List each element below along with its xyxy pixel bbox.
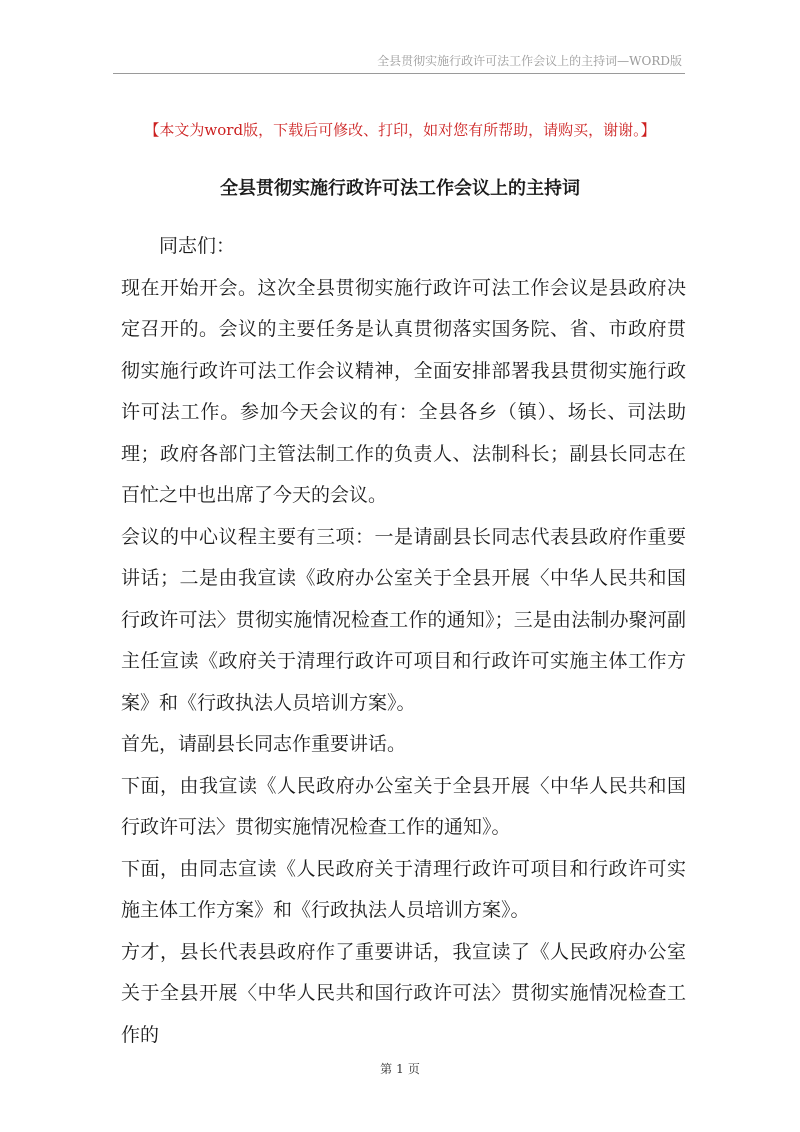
running-header: 全县贯彻实施行政许可法工作会议上的主持词—WORD版 <box>377 54 682 68</box>
document-body <box>121 226 686 1056</box>
footer-prefix: 第 <box>380 1062 393 1076</box>
paragraph-agenda: 会议的中心议程主要有三项：一是请副县长同志代表县政府作重要讲话；二是由我宣读《政府办公室关于全县开展〈中华人民共和国行政许可法〉贯彻实施情况检查工作的通知》；三是由法制办聚河副主任宣读《政府关于清理行政许可项目和行政许可实施主体工作方案》和《行政执法人员培训方案》。 <box>121 525 686 714</box>
page-number: 1 <box>396 1062 404 1076</box>
document-title: 全县贯彻实施行政许可法工作会议上的主持词 <box>220 178 580 199</box>
paragraph-greeting: 同志们： <box>159 235 236 257</box>
page-footer <box>0 1060 800 1077</box>
footer-suffix: 页 <box>407 1062 420 1076</box>
paragraph-summary: 方才，县长代表县政府作了重要讲话，我宣读了《人民政府办公室关于全县开展〈中华人民共和国行政许可法〉贯彻实施情况检查工作的 <box>121 940 686 1046</box>
paragraph-next-notice: 下面，由我宣读《人民政府办公室关于全县开展〈中华人民共和国行政许可法〉贯彻实施情况检查工作的通知》。 <box>121 774 686 838</box>
download-notice: 【本文为word版，下载后可修改、打印，如对您有所帮助，请购买，谢谢。】 <box>144 121 656 139</box>
paragraph-first: 首先，请副县长同志作重要讲话。 <box>121 733 407 755</box>
header-rule <box>113 73 685 74</box>
paragraph-opening: 现在开始开会。这次全县贯彻实施行政许可法工作会议是县政府决定召开的。会议的主要任务是认真贯彻落实国务院、省、市政府贯彻实施行政许可法工作会议精神，全面安排部署我县贯彻实施行政许可法工作。参加今天会议的有：全县各乡（镇）、场长、司法助理；政府各部门主管法制工作的负责人、法制科长；副县长同志在百忙之中也出席了今天的会议。 <box>121 276 686 506</box>
paragraph-next-plan: 下面，由同志宣读《人民政府关于清理行政许可项目和行政许可实施主体工作方案》和《行政执法人员培训方案》。 <box>121 857 686 921</box>
